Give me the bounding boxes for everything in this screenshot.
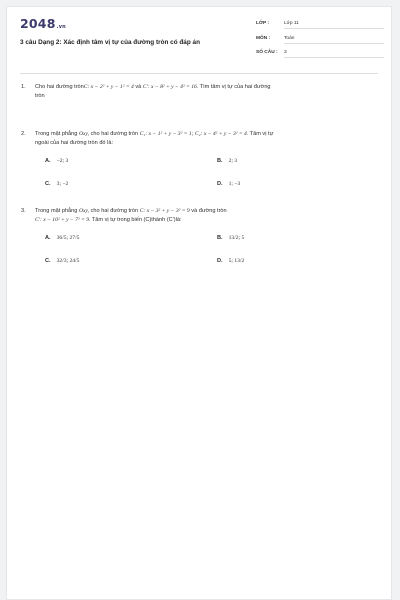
question-math: C: x − 3² + y − 3² = 9 bbox=[139, 208, 190, 214]
question-text-part: cho hai đường tròn bbox=[89, 208, 140, 214]
meta-value-subject: Toán bbox=[284, 36, 384, 44]
question-1 bbox=[21, 83, 377, 101]
site-logo[interactable] bbox=[20, 16, 66, 31]
question-math: C: x − 2² + y − 1² = 4 bbox=[83, 84, 134, 90]
question-text-part: tròn bbox=[35, 93, 45, 99]
option-b[interactable]: B. 13/2; 5 bbox=[217, 235, 245, 241]
option-b[interactable]: B. 2; 3 bbox=[217, 158, 238, 164]
question-number: 2. bbox=[21, 131, 26, 137]
question-text-part: Cho hai đường tròn bbox=[35, 84, 84, 90]
question-math: C₁: x − 1² + y − 3² = 1; C₂: x − 4² + y − 3² = 4. bbox=[139, 131, 249, 137]
option-value: 32/3; 24/5 bbox=[56, 258, 80, 264]
option-value: −2; 3 bbox=[56, 158, 69, 164]
logo-sub-text: .vn bbox=[56, 24, 66, 30]
question-text-part: cho hai đường tròn bbox=[89, 131, 140, 137]
option-value: 13/2; 5 bbox=[228, 235, 245, 241]
question-math: Oxy, bbox=[78, 208, 90, 214]
question-text bbox=[35, 130, 377, 148]
question-math: C′: x − 8² + y − 4² = 16. bbox=[142, 84, 199, 90]
option-d[interactable]: D. 5; 13/2 bbox=[217, 258, 245, 264]
question-text-part: và bbox=[133, 84, 143, 90]
question-text-part: ngoài của hai đường tròn đó là: bbox=[35, 140, 114, 146]
meta-block bbox=[256, 17, 384, 61]
question-2 bbox=[21, 130, 377, 203]
meta-row-class bbox=[256, 17, 384, 32]
document-title: 3 câu Dạng 2: Xác định tâm vị tự của đường tròn có đáp án bbox=[20, 39, 200, 46]
question-text-part: Tâm vị tự bbox=[248, 131, 274, 137]
answer-options bbox=[45, 234, 377, 280]
question-text-part: Tâm vị tự trong biến (C)thành (C')là: bbox=[90, 217, 182, 223]
meta-row-subject bbox=[256, 32, 384, 47]
question-number: 3. bbox=[21, 208, 26, 214]
question-text-part: Trong mặt phẳng bbox=[35, 131, 79, 137]
answer-options bbox=[45, 157, 377, 203]
option-a[interactable]: A. −2; 3 bbox=[45, 158, 69, 164]
meta-key-count: SỐ CÂU : bbox=[256, 50, 278, 55]
question-text-part: và đường tròn bbox=[189, 208, 227, 214]
header-divider bbox=[20, 73, 378, 74]
option-value: 1; −3 bbox=[228, 181, 241, 187]
question-number: 1. bbox=[21, 84, 26, 90]
question-math: Oxy, bbox=[78, 131, 90, 137]
logo-main-text: 2048 bbox=[20, 16, 56, 31]
option-value: 2; 3 bbox=[228, 158, 238, 164]
meta-row-count bbox=[256, 46, 384, 61]
options-row bbox=[45, 257, 377, 280]
option-value: 3; −2 bbox=[56, 181, 69, 187]
question-math: C′: x − 10² + y − 7² = 9. bbox=[35, 217, 91, 223]
meta-key-class: LỚP : bbox=[256, 21, 270, 26]
meta-key-subject: MÔN : bbox=[256, 35, 271, 41]
question-text bbox=[35, 83, 377, 101]
option-a[interactable]: A. 36/5; 27/5 bbox=[45, 235, 80, 241]
option-c[interactable]: C. 3; −2 bbox=[45, 181, 69, 187]
option-c[interactable]: C. 32/3; 24/5 bbox=[45, 258, 80, 264]
options-row bbox=[45, 157, 377, 180]
document-page bbox=[6, 6, 392, 600]
options-row bbox=[45, 180, 377, 203]
question-text-part: Trong mặt phẳng bbox=[35, 208, 79, 214]
option-d[interactable]: D. 1; −3 bbox=[217, 181, 241, 187]
question-3 bbox=[21, 207, 377, 280]
options-row bbox=[45, 234, 377, 257]
option-value: 5; 13/2 bbox=[228, 258, 245, 264]
option-value: 36/5; 27/5 bbox=[56, 235, 80, 241]
meta-value-class: Lớp 11 bbox=[284, 21, 384, 29]
meta-value-count: 3 bbox=[284, 50, 384, 58]
question-text bbox=[35, 207, 377, 225]
question-text-part: Tìm tâm vị tự của hai đường bbox=[198, 84, 271, 90]
